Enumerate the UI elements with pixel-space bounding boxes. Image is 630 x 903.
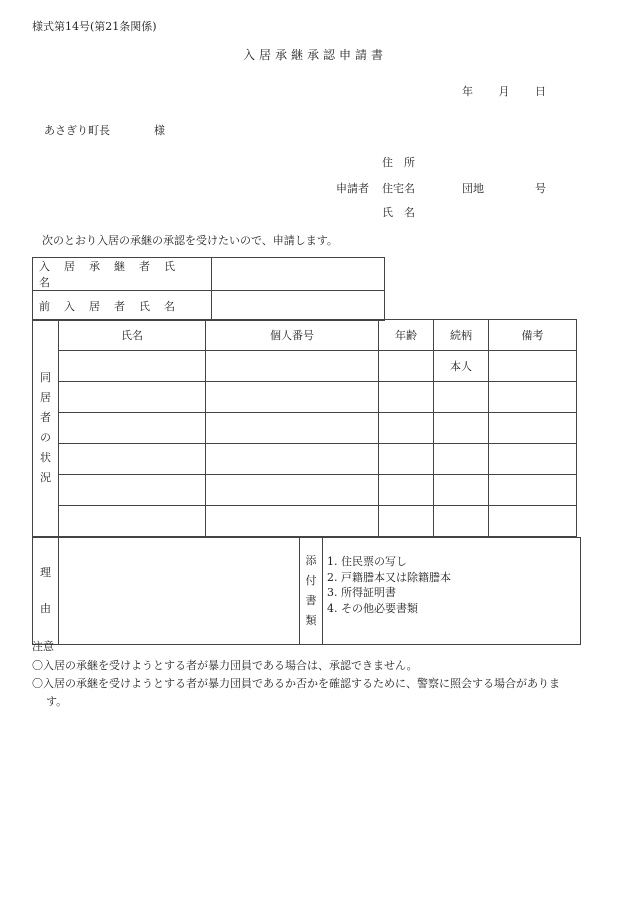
remarks-cell[interactable] <box>489 475 577 506</box>
successor-table <box>32 257 385 321</box>
previous-label: 前入居者氏名 <box>33 291 212 321</box>
name-cell[interactable] <box>59 506 206 537</box>
previous-row <box>33 291 385 321</box>
date-line <box>462 83 546 99</box>
table-row <box>33 475 577 506</box>
applicant-label: 申請者 <box>336 182 369 195</box>
reason-table <box>32 537 581 645</box>
age-cell[interactable] <box>379 506 434 537</box>
remarks-cell[interactable] <box>489 351 577 382</box>
request-text: 次のとおり入居の承継の承認を受けたいので、申請します。 <box>42 234 338 247</box>
list-item: 3. 所得証明書 <box>327 586 396 599</box>
relation-cell[interactable] <box>434 444 489 475</box>
addressee-name: あさぎり町長 <box>44 124 110 137</box>
age-cell[interactable] <box>379 444 434 475</box>
id-cell[interactable] <box>206 444 379 475</box>
applicant-danchi-label: 団地 <box>462 182 484 195</box>
note-item: 〇入居の承継を受けようとする者が暴力団員であるか否かを確認するために、警察に照会する場合がありま <box>32 677 560 690</box>
relation-cell[interactable] <box>434 475 489 506</box>
name-cell[interactable] <box>59 413 206 444</box>
remarks-cell[interactable] <box>489 413 577 444</box>
table-row <box>33 382 577 413</box>
month-label: 月 <box>498 85 510 98</box>
year-label: 年 <box>462 85 473 98</box>
age-cell[interactable] <box>379 351 434 382</box>
attachment-label: 添付書類 <box>300 538 323 645</box>
table-row <box>33 351 577 382</box>
notes-heading: 注意 <box>32 640 54 653</box>
name-cell[interactable] <box>59 475 206 506</box>
list-item: 2. 戸籍謄本又は除籍謄本 <box>327 570 451 584</box>
addressee-honorific: 様 <box>154 124 165 137</box>
note-item-continuation: す。 <box>46 695 68 708</box>
relation-cell[interactable] <box>434 382 489 413</box>
applicant-name-label: 氏 名 <box>382 206 415 219</box>
name-cell[interactable] <box>59 444 206 475</box>
remarks-cell[interactable] <box>489 506 577 537</box>
page-title: 入居承継承認申請書 <box>242 48 387 62</box>
successor-field[interactable] <box>212 258 385 291</box>
relation-cell[interactable] <box>434 413 489 444</box>
day-label: 日 <box>535 85 546 98</box>
table-row <box>33 444 577 475</box>
form-number: 様式第14号(第21条関係) <box>32 20 157 33</box>
relation-cell-self: 本人 <box>434 351 489 382</box>
applicant-address-label: 住 所 <box>382 156 415 169</box>
id-cell[interactable] <box>206 413 379 444</box>
cohabitant-header-row <box>33 320 577 351</box>
list-item: 4. その他必要書類 <box>327 601 418 615</box>
table-row <box>33 506 577 537</box>
previous-field[interactable] <box>212 291 385 321</box>
header-id-number: 個人番号 <box>206 320 379 351</box>
applicant-go-label: 号 <box>535 182 546 195</box>
relation-cell[interactable] <box>434 506 489 537</box>
reason-label: 理 由 <box>33 538 59 645</box>
successor-label: 入居承継者氏名 <box>33 258 212 291</box>
note-item: 〇入居の承継を受けようとする者が暴力団員である場合は、承認できません。 <box>32 659 418 672</box>
attachment-list <box>323 538 581 645</box>
name-cell[interactable] <box>59 382 206 413</box>
header-name: 氏名 <box>59 320 206 351</box>
cohabitant-side-label: 同居者の状況 <box>33 320 59 537</box>
name-cell[interactable] <box>59 351 206 382</box>
age-cell[interactable] <box>379 413 434 444</box>
table-row <box>33 413 577 444</box>
id-cell[interactable] <box>206 382 379 413</box>
cohabitant-table <box>32 319 577 537</box>
reason-field[interactable] <box>59 538 300 645</box>
id-cell[interactable] <box>206 351 379 382</box>
id-cell[interactable] <box>206 475 379 506</box>
header-relation: 続柄 <box>434 320 489 351</box>
age-cell[interactable] <box>379 382 434 413</box>
successor-row <box>33 258 385 291</box>
applicant-housing-label: 住宅名 <box>382 182 415 195</box>
header-remarks: 備考 <box>489 320 577 351</box>
remarks-cell[interactable] <box>489 382 577 413</box>
remarks-cell[interactable] <box>489 444 577 475</box>
age-cell[interactable] <box>379 475 434 506</box>
reason-row <box>33 538 581 645</box>
header-age: 年齢 <box>379 320 434 351</box>
list-item: 1. 住民票の写し <box>327 555 407 568</box>
addressee <box>44 122 165 138</box>
id-cell[interactable] <box>206 506 379 537</box>
